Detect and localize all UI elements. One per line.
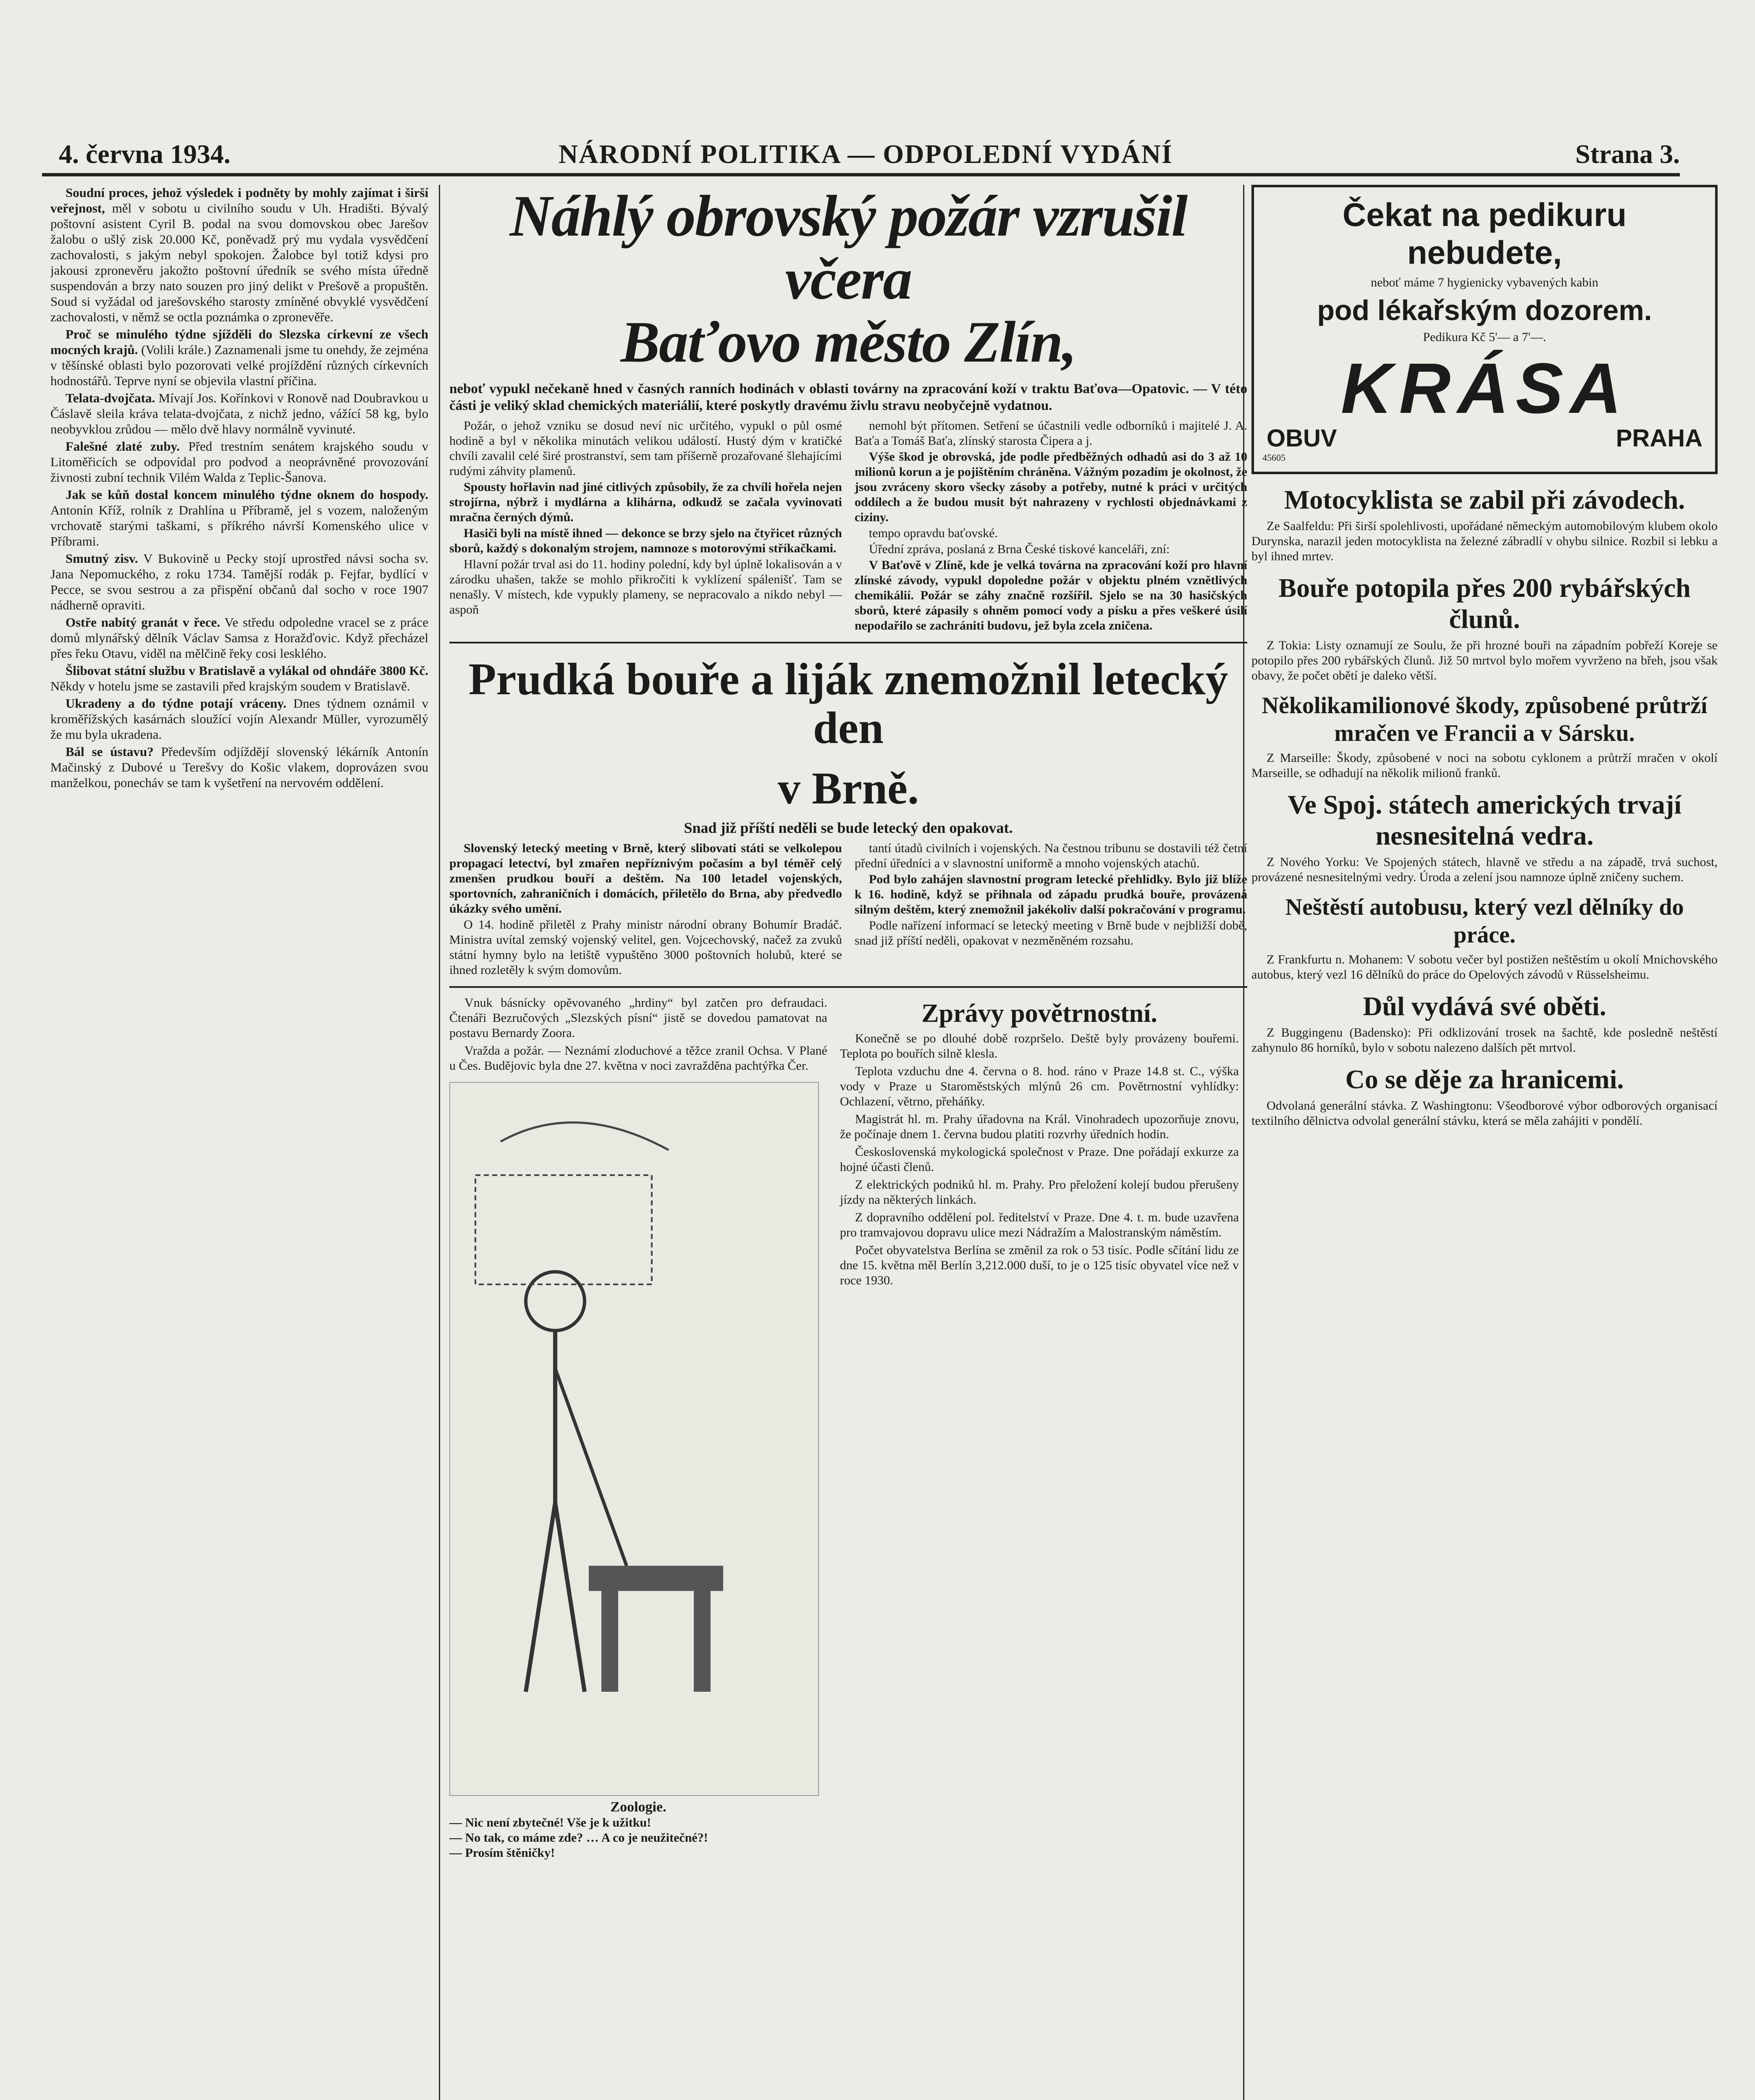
ad-headline-3: pod lékařským dozorem.: [1317, 294, 1652, 326]
krasa-tagline: [1262, 424, 1707, 452]
news-item: [50, 744, 428, 790]
news-item-lead: Ostře nabitý granát v řece.: [66, 615, 220, 630]
news-item-text: Někdy v hotelu jsme se zastavili před krajským soudem v Bratislavě.: [50, 679, 410, 693]
brno-article-body: [449, 841, 1247, 979]
news-item: [50, 438, 428, 485]
krasa-logo: KRÁSA: [1341, 349, 1629, 428]
section-headline: Bouře potopila přes 200 rybářských člunů.: [1278, 573, 1691, 634]
article-paragraph: Vnuk básnícky opěvovaného „hrdiny“ byl zatčen pro defraudaci. Čtenáři Bezručových „Slezských písní“ jistě se dovedou pamatovat na postavu Bernardy Zoora.: [449, 996, 827, 1040]
ad-headline: Čekat na pedikuru: [1342, 196, 1627, 233]
article-paragraph: Spousty hořlavin nad jiné citlivých způsobily, že za chvíli hořela nejen strojírna, nýbrž i mydlárna a klihárna, odkudž se začala vyvinovati mračna černých dýmů.: [449, 480, 842, 524]
fire-article-left: [449, 418, 842, 634]
weather-paragraph: Počet obyvatelstva Berlína se změnil za rok o 53 tisíc. Podle sčítání lidu ze dne 15. května měl Berlín 3,212.000 duší, to je o 125 tisíc obyvatel více než v roce 1930.: [840, 1243, 1239, 1287]
cartoon-caption-line: — Nic není zbytečné! Vše je k užitku!: [449, 1816, 651, 1830]
news-item: [50, 487, 428, 549]
brno-article-left: [449, 841, 842, 979]
section-text: Odvolaná generální stávka. Z Washingtonu: Všeodborové výbor odborových organisací textilního dělnictva odvolal generální stávku, která se měla zahájiti v pondělí.: [1251, 1099, 1718, 1128]
section-headline: Motocyklista se zabil při závodech.: [1284, 485, 1685, 514]
krasa-right: PRAHA: [1616, 425, 1703, 452]
news-item-text: (Volili krále.) Zaznamenali jsme tu onehdy, že zejména v těšínské oblasti bylo pozorovati velké projíždění různých církevních hodnostářů. Teprve nyní se objevila vlastní příčina.: [50, 342, 428, 388]
news-item: [50, 614, 428, 661]
ad-price: Pedikura Kč 5'— a 7'—.: [1423, 330, 1546, 344]
article-paragraph: Vražda a požár. — Neznámí zloduchové a těžce zranil Ochsa. V Plané u Čes. Budějovic byla dne 27. května v noci zavražděna pachtýřka Čer.: [449, 1044, 827, 1073]
weather-paragraph: Konečně se po dlouhé době rozpršelo. Deště byly provázeny bouřemi. Teplota po bouřích silně klesla.: [840, 1032, 1239, 1060]
news-item-lead: Smutný zisv.: [66, 551, 138, 566]
local-news-column: [50, 185, 428, 2100]
article-paragraph: tantí útadů civilních i vojenských. Na čestnou tribunu se dostavili též četní přední úředníci a v slavnostní uniformě a mnoho vojenských atachů.: [855, 841, 1247, 870]
section-text: Z Marseille: Škody, způsobené v noci na sobotu cyklonem a průtrží mračen v okolí Marseille, se odhadují na několik milionů franků.: [1251, 751, 1718, 780]
pedicure-advertisement: [1251, 185, 1718, 474]
news-item-lead: Telata-dvojčata.: [66, 391, 155, 405]
news-item-lead: Falešné zlaté zuby.: [66, 439, 180, 454]
section-text: Z Tokia: Listy oznamují ze Soulu, že při hrozné bouři na západním pobřeží Koreje se potopilo přes 200 rybářských člunů. Již 50 mrtvol bylo mořem vyvrženo na břeh, jsou však obavy, že počet obětí je daleko větší.: [1251, 638, 1718, 682]
news-item-text: Mívají Jos. Kořínkovi v Ronově nad Doubravkou u Čáslavě sleila kráva telata-dvojčata, z nichž jedno, vážící 58 kg, bylo neobyvklou zrůdou — mělo dvě hlavy normálně vyvinuté.: [50, 391, 428, 436]
cartoon-caption-title: Zoologie.: [610, 1799, 666, 1815]
fire-article-body: [449, 418, 1247, 634]
weather-paragraph: Československá mykologická společnost v Praze. Dne pořádají exkurze za hojné účasti členů.: [840, 1145, 1239, 1174]
news-item: [50, 185, 428, 325]
news-item-text: Především odjíždějí slovenský lékárník Antonín Mačinský z Dubové u Terešvy do Košic vlakem, doprovázen svou manželkou, ponecháv se tam k vyšetření na nervovém oddělení.: [50, 744, 428, 790]
news-item-text: měl v sobotu u civilního soudu v Uh. Hradišti. Bývalý poštovní asistent Cyril B. podal na svou domovskou obec Jarešov žalobu o ušlý zisk 20.000 Kč, poněvadž prý mu vydala vysvědčení zachovalosti, s jakým nebyl spokojen. Žalobce byl totiž kdysi pro jakousi zpronevěru jakožto poštovní úředník se svého místa úředně suspendován a brzy nato souzen pro jiný delikt v Prešově a propuštěn. Soud si vyžádal od jarešovského starosty zmíněné obvyklé vysvědčení zachovalosti, v němž se octla poznámka o zpronevěře.: [50, 201, 428, 324]
cartoon-caption-line: — No tak, co máme zde? … A co je neužitečné?!: [449, 1831, 708, 1845]
weather-headline: Zprávy povětrnostní.: [921, 999, 1157, 1028]
ad-code: 45605: [1262, 452, 1285, 463]
lower-middle-right: [840, 995, 1239, 1861]
weather-news: [840, 1031, 1239, 1288]
news-item: [50, 663, 428, 694]
section-headline: Co se děje za hranicemi.: [1345, 1064, 1624, 1094]
fire-article-right: [855, 418, 1247, 634]
cartoon-drawing: [450, 1083, 818, 1795]
brno-subheadline: Snad již příští neděli se bude letecký den opakovat.: [684, 819, 1013, 836]
news-item-text: Ve středu odpoledne vracel se z práce domů mlynářský dělník Václav Samsa z Horažďovic. Když přecházel přes řeku Otavu, viděl na mělčině řeky cosi lesklého.: [50, 615, 428, 661]
fire-headline-line1: Náhlý obrovský požár vzrušil včera: [509, 185, 1187, 312]
article-paragraph: V Baťově v Zlíně, kde je velká továrna na zpracování koží pro hlavní zlínské závody, vypukl dopoledne požár v objektu plném vznětlivých chemikálií. Požár se záhy značně rozšířil. Sjelo se na 30 hasičských sborů, které zápasily s ohněm pomocí vody a písku a přes veškeré úsilí nepodařilo se zachrániti budovu, jež byla zcela zničena.: [855, 558, 1247, 633]
fire-lead: neboť vypukl nečekaně hned v časných ranních hodinách v oblasti továrny na zpracování koží v traktu Baťova—Opatovic. — V této části je veliký sklad chemických materiálií, které poskytly dravému živlu stravu neobyčejně vydatnou.: [449, 381, 1247, 413]
news-item-text: Antonín Kříž, rolník z Drahlína u Příbramě, jel s vozem, naloženým vrchovatě starými taškami, s příkrého návrší Komenského ulice v Příbrami.: [50, 503, 428, 549]
cartoon-caption-line: — Prosím štěničky!: [449, 1846, 555, 1860]
issue-date: 4. června 1934.: [59, 139, 231, 169]
news-item-text: V Bukovině u Pecky stojí uprostřed návsi socha sv. Jana Nepomuckého, z roku 1734. Tamější rodák p. Fejfar, bydlící v Pecce, se svou sestrou a za přispění občanů dal socho v roce 1907 nádherně opraviti.: [50, 551, 428, 612]
lower-middle: [449, 995, 1247, 1861]
foreign-news: [1251, 484, 1718, 1129]
weather-paragraph: Teplota vzduchu dne 4. června o 8. hod. ráno v Praze 14.8 st. C., výška vody v Praze u Staroměstských mlýnů 26 cm. Povětrnostní vyhlídky: Ochlazení, větrno, přeháňky.: [840, 1064, 1239, 1108]
news-item-lead: Bál se ústavu?: [66, 744, 154, 759]
article-paragraph: Úřední zpráva, poslaná z Brna České tiskové kanceláři, zní:: [869, 542, 1170, 556]
weather-paragraph: Magistrát hl. m. Prahy úřadovna na Král. Vinohradech upozorňuje znovu, že počínaje dnem 1. června budou platiti rozvrhy úředních hodin.: [840, 1112, 1239, 1141]
right-column: [1251, 185, 1718, 2100]
lower-middle-left: [449, 995, 827, 1861]
news-item-lead: Ukradeny a do týdne potají vráceny.: [66, 696, 286, 711]
news-item: [50, 326, 428, 388]
article-paragraph: Výše škod je obrovská, jde podle předběžných odhadů asi do 3 až 10 milionů korun a je pojištěním chráněna. Vážným pozadím je okolnost, že jsou zvráceny skoro všecky zásoby a potřeby, nutné k práci v určitých oddílech a že budou musit být nahrazeny v rychlosti objednávkami z ciziny.: [855, 450, 1247, 524]
weather-paragraph: Z dopravního oddělení pol. ředitelství v Praze. Dne 4. t. m. bude uzavřena pro tramvajovou dopravu ulice mezi Nádražím a Malostranským náměstím.: [840, 1210, 1239, 1239]
section-headline: Ve Spoj. státech amerických trvají nesnesitelná vedra.: [1288, 790, 1682, 850]
news-item-lead: Jak se kůň dostal koncem minulého týdne oknem do hospody.: [66, 487, 428, 502]
section-text: Z Buggingenu (Badensko): Při odklizování trosek na šachtě, kde posledně neštěstí zahynulo 86 horníků, bylo v sobotu nalezeno dalších pět mrtvol.: [1251, 1026, 1718, 1055]
section-headline: Neštěstí autobusu, který vezl dělníky do práce.: [1285, 894, 1684, 948]
article-paragraph: Pod bylo zahájen slavnostní program letecké přehlídky. Bylo již blíže k 16. hodině, když se přihnala od západu prudká bouře, provázená silným deštěm, který znemožnil jakékoliv další pokračování v programu.: [855, 872, 1247, 916]
news-item: [50, 551, 428, 613]
section-text: Z Frankfurtu n. Mohanem: V sobotu večer byl postižen neštěstím u okolí Mnichovského autobus, který vezl 16 dělníků do práce do Opelových závodů v Rüsselsheimu.: [1251, 953, 1718, 982]
section-rule: [449, 642, 1247, 643]
article-paragraph: Podle nařízení informací se letecký meeting v Brně bude v nejbližší době, snad již příští neděli, opakovat v nezměněném rozsahu.: [855, 919, 1247, 948]
main-news-area: [449, 185, 1247, 2100]
weather-paragraph: Z elektrických podniků hl. m. Prahy. Pro přeložení kolejí budou přerušeny jízdy na některých linkách.: [840, 1178, 1239, 1207]
brno-headline-line1: Prudká bouře a liják znemožnil letecký den: [468, 654, 1228, 753]
news-item-lead: Šlibovat státní službu v Bratislavě a vylákal od ohndáře 3800 Kč.: [66, 663, 428, 678]
ad-text: neboť máme 7 hygienicky vybavených kabin: [1371, 276, 1598, 289]
newspaper-title: NÁRODNÍ POLITIKA — ODPOLEDNÍ VYDÁNÍ: [559, 139, 1173, 169]
brno-headline-line2: v Brně.: [778, 764, 919, 814]
brno-article-right: [855, 841, 1247, 979]
article-paragraph: O 14. hodině přiletěl z Prahy ministr národní obrany Bohumír Bradáč. Ministra uvítal zemský vojenský velitel, gen. Vojcechovský, načež za zvuků státní hymny bylo na letiště vypuštěno 3000 poštovních holubů, které se ihned rozletěly k svým domovům.: [449, 918, 842, 977]
section-text: Z Nového Yorku: Ve Spojených státech, hlavně ve středu a na západě, trvá suchost, provázené nesnesitelnými vedry. Úroda a zelení jsou namnoze úplně zničeny suchem.: [1251, 855, 1718, 884]
article-paragraph: nemohl být přítomen. Setření se účastnili vedle odborníků i majitelé J. A. Baťa a Tomáš Baťa, zlínský starosta Čipera a j.: [855, 419, 1247, 448]
cartoon-illustration: [449, 1082, 819, 1796]
page-number: Strana 3.: [1575, 139, 1680, 169]
article-paragraph: Požár, o jehož vzniku se dosud neví nic určitého, vypukl o půl osmé hodině a byl v několika minutách velikou událostí. Hustý dým v kratičké chvíli zavalil celé širé prostranství, sem tam příšerně prozařované šlehajícími rudými záhvity plamenů.: [449, 419, 842, 478]
article-paragraph: Slovenský letecký meeting v Brně, který slibovati státi se velkolepou propagací letectví, byl zmařen nepříznivým počasím a byl téměř celý zmenšen prudkou bouří a deštěm. Na 100 letadel vojenských, sportovních, zahraničních i domácích, přiletělo do Brna, aby předvedlo úkázky svého umění.: [449, 841, 842, 916]
article-paragraph: tempo opravdu baťovské.: [869, 526, 998, 540]
column-divider: [439, 185, 440, 2100]
news-item-lead: Soudní proces, jehož výsledek i podněty by mohly zajímat i širší veřejnost,: [50, 185, 428, 215]
fire-headline-line2: Baťovo město Zlín,: [620, 310, 1076, 375]
section-text: Ze Saalfeldu: Při širší spolehlivosti, upořádané německým automobilovým klubem okolo Durynska, narazil jeden motocyklista na železné zábradlí v ohybu silnice. Rozbil si lebku a byl ihned mrtev.: [1251, 519, 1718, 563]
krasa-left: OBUV: [1267, 425, 1337, 452]
news-item: [50, 696, 428, 742]
ad-headline-2: nebudete,: [1407, 234, 1562, 271]
section-headline: Důl vydává své oběti.: [1363, 991, 1606, 1021]
news-item-text: Před trestním senátem krajského soudu v Litoměřicích se odpovídal pro podvod a neoprávněné provozování živnosti zubní technik Vilém Walda z Teplic-Šanova.: [50, 439, 428, 485]
section-rule: [449, 986, 1247, 988]
masthead: [42, 139, 1680, 176]
news-item-lead: Proč se minulého týdne sjížděli do Slezska církevní ze všech mocných krajů.: [50, 327, 428, 357]
news-item-text: Dnes týdnem oznámil v kroměřížských kasárnách sloužící vojín Alexandr Müller, vyrozumělý že mu byla ukradena.: [50, 696, 428, 742]
article-paragraph: Hlavní požár trval asi do 11. hodiny polední, kdy byl úplně lokalisován a v zárodku uhašen, takže se mohlo přikročiti k vyklízení spálenišť. Tam se nenašly. V místech, kde vypukly plameny, se nepracovalo a nikdo nebyl — aspoň: [449, 557, 842, 617]
section-headline: Několikamilionové škody, způsobené průtrží mračen ve Francii a v Sársku.: [1262, 693, 1708, 746]
article-paragraph: Hasiči byli na místě ihned — dekonce se brzy sjelo na čtyřicet různých sborů, každý s dokonalým strojem, namnoze s motorovými stříkačkami.: [449, 526, 842, 555]
news-item: [50, 390, 428, 437]
